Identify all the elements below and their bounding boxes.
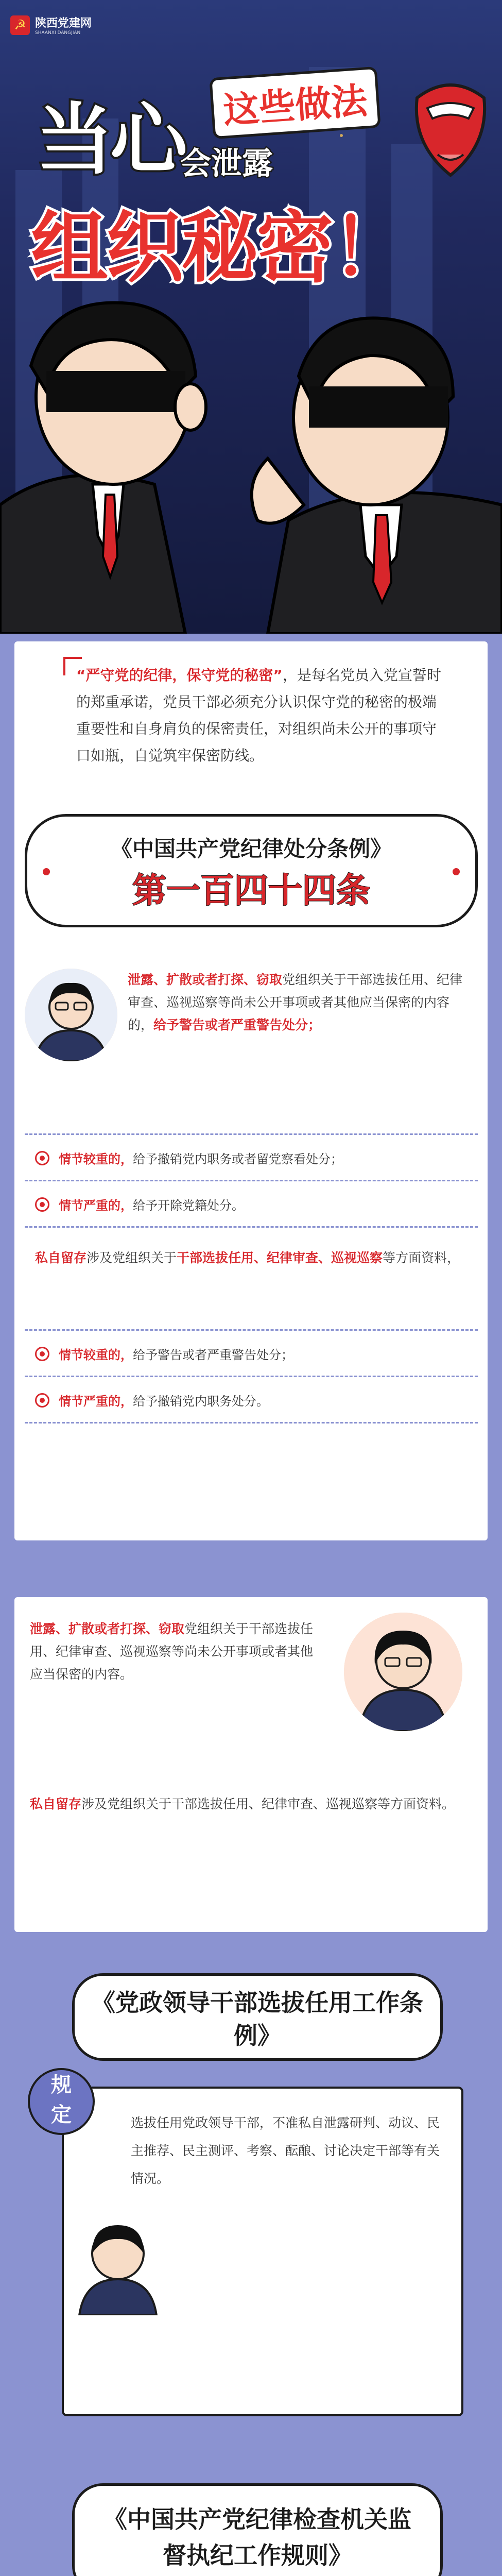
stamp-char: 规 (51, 2073, 72, 2097)
highlight-text: 给予警告或者严重警告处分； (153, 1018, 321, 1032)
divider (25, 1422, 478, 1423)
divider (25, 1329, 478, 1331)
bullet-highlight: 情节严重的， (59, 1394, 133, 1409)
logo-name: 陕西党建网 (35, 17, 92, 30)
summary-card (14, 1597, 488, 1932)
highlight-text: 私自留存 (30, 1797, 82, 1811)
bullet-highlight: 情节较重的， (59, 1348, 133, 1362)
bullet-icon (35, 1151, 49, 1165)
divider (25, 1226, 478, 1228)
article-paragraph-1 (128, 969, 468, 1037)
summary-paragraph-1 (30, 1618, 318, 1686)
whispering-men-illustration (0, 289, 502, 634)
highlight-text: 泄露、扩散或者打探、窃取 (128, 972, 283, 987)
party-emblem-icon: ☭ (10, 15, 30, 35)
bullet-text: 给予开除党籍处分。 (133, 1198, 244, 1213)
title-hui: 会泄露 (180, 146, 273, 182)
body-text: 涉及党组织关于 (86, 1250, 177, 1265)
body-text: 涉及党组织关于干部选拔任用、纪律审查、巡视巡察等方面资料。 (81, 1797, 455, 1811)
bullet-icon (35, 1393, 49, 1408)
hero-banner (0, 0, 502, 634)
banner-dot (43, 868, 50, 875)
bullet-highlight: 情节严重的， (59, 1198, 133, 1213)
regulation-text: 选拔任用党政领导干部，不准私自泄露研判、动议、民主推荐、民主测评、考察、酝酿、讨论决定干部等有关情况。 (131, 2115, 440, 2186)
title-zhexie: 这些做法 (209, 66, 381, 139)
regulation-title: 《中国共产党纪律处分条例》 (110, 836, 392, 861)
regulation-stamp (28, 2068, 95, 2135)
bullet-icon (35, 1347, 49, 1361)
body-text: 党组织关于干部选拔任用、纪律审查、巡视巡察等尚未公开事项或者其他应当保密的内容的， (128, 972, 463, 1032)
bullet-text: 给予警告或者严重警告处分； (133, 1348, 293, 1362)
female-official-avatar (344, 1613, 462, 1731)
highlight-text: 泄露、扩散或者打探、窃取 (30, 1621, 185, 1636)
body-text: 党组织关于干部选拔任用、纪律审查、巡视巡察等尚未公开事项或者其他应当保密的内容。 (30, 1621, 314, 1682)
male-official-avatar (74, 2212, 162, 2315)
male-official-avatar (25, 969, 117, 1061)
logo-subtitle: SHAANXI DANGJIAN (35, 30, 81, 36)
highlight-text: 干部选拔任用、纪律审查、巡视巡察 (177, 1250, 383, 1265)
regulation-banner-1 (72, 1973, 443, 2061)
summary-paragraph-2 (30, 1793, 462, 1816)
stamp-char: 定 (51, 2103, 72, 2127)
open-mouth-icon (412, 77, 489, 180)
bullet-item (35, 1391, 269, 1409)
divider (25, 1133, 478, 1135)
title-dangxin: 当心 (36, 95, 185, 185)
site-logo (10, 14, 92, 36)
regulation-title: 《中国共产党纪律检查机关监督执纪工作规则》 (103, 2505, 411, 2569)
divider (25, 1376, 478, 1377)
bullet-item (35, 1149, 343, 1167)
bullet-icon (35, 1197, 49, 1212)
bullet-item (35, 1345, 293, 1363)
title-mimi: 组织秘密！ (31, 204, 407, 293)
regulation-banner-2 (72, 2483, 443, 2576)
bullet-item (35, 1195, 244, 1213)
bullet-text: 给予撤销党内职务或者留党察看处分； (133, 1152, 343, 1166)
article-paragraph-2 (35, 1247, 468, 1269)
regulation-card-1 (51, 2073, 463, 2416)
bullet-highlight: 情节较重的， (59, 1152, 133, 1166)
bullet-text: 给予撤销党内职务处分。 (133, 1394, 269, 1409)
body-text: 等方面资料， (383, 1250, 460, 1265)
article-banner (25, 814, 478, 927)
article-144-card (14, 836, 488, 1540)
intro-quote-highlight: “严守党的纪律，保守党的秘密” (76, 667, 283, 684)
article-number: 第一百四十四条 (132, 871, 370, 910)
intro-quote (76, 662, 447, 769)
banner-dot (453, 868, 460, 875)
hero-title (26, 57, 479, 314)
divider (25, 1180, 478, 1181)
regulation-title: 《党政领导干部选拔任用工作条例》 (92, 1989, 423, 2049)
highlight-text: 私自留存 (35, 1250, 87, 1265)
intro-quote-text: ，是每名党员入党宣誓时的郑重承诺，党员干部必须充分认识保守党的秘密的极端重要性和自身肩负的保密责任，对组织尚未公开的事项守口如瓶，自觉筑牢保密防线。 (76, 667, 441, 764)
